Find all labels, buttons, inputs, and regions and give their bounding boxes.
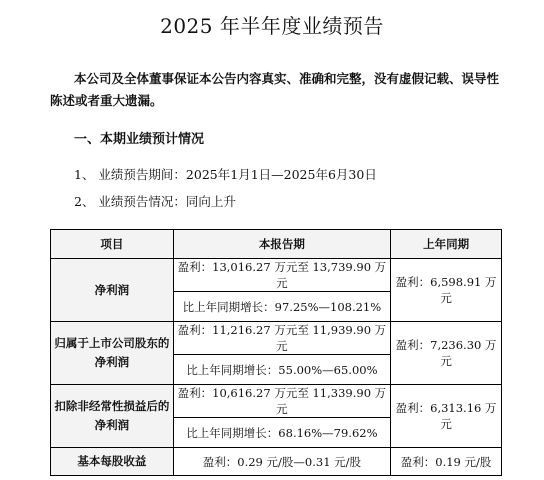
current-profit-range: 盈利：11,216.27 万元至 11,939.90 万元 [173,322,391,355]
prior-eps-value: 盈利：0.19 元/股 [391,448,502,476]
prior-profit-value: 盈利：7,236.30 万元 [391,322,502,385]
forecast-table [50,229,502,476]
row-label-deducted-profit: 扣除非经常性损益后的净利润 [51,385,174,448]
table-row [51,385,502,418]
forecast-period-item: 1、 业绩预告期间：2025年1月1日—2025年6月30日 [74,167,377,182]
current-eps-range: 盈利：0.29 元/股—0.31 元/股 [173,448,391,476]
header-prior-period: 上年同期 [391,230,502,259]
current-growth-range: 比上年同期增长：55.00%—65.00% [173,355,391,385]
table-row [51,448,502,476]
disclaimer-notice: 本公司及全体董事保证本公告内容真实、准确和完整，没有虚假记载、误导性陈述或者重大遗漏。 [50,71,500,108]
current-profit-range: 盈利：10,616.27 万元至 11,339.90 万元 [173,385,391,418]
row-label-eps: 基本每股收益 [51,448,174,476]
header-current-period: 本报告期 [173,230,391,259]
section-heading: 一、本期业绩预计情况 [74,132,205,147]
current-growth-range: 比上年同期增长：68.16%—79.62% [173,418,391,448]
row-label-net-profit: 净利润 [51,259,174,322]
prior-profit-value: 盈利：6,598.91 万元 [391,259,502,322]
current-profit-range: 盈利：13,016.27 万元至 13,739.90 万元 [173,259,391,292]
forecast-status-item: 2、 业绩预告情况：同向上升 [74,194,236,209]
row-label-attributable-profit: 归属于上市公司股东的净利润 [51,322,174,385]
table-header-row [51,230,502,259]
table-row [51,322,502,355]
prior-profit-value: 盈利：6,313.16 万元 [391,385,502,448]
table-row [51,259,502,292]
document-title: 2025 年半年度业绩预告 [160,14,384,38]
header-item: 项目 [51,230,174,259]
current-growth-range: 比上年同期增长：97.25%—108.21% [173,292,391,322]
